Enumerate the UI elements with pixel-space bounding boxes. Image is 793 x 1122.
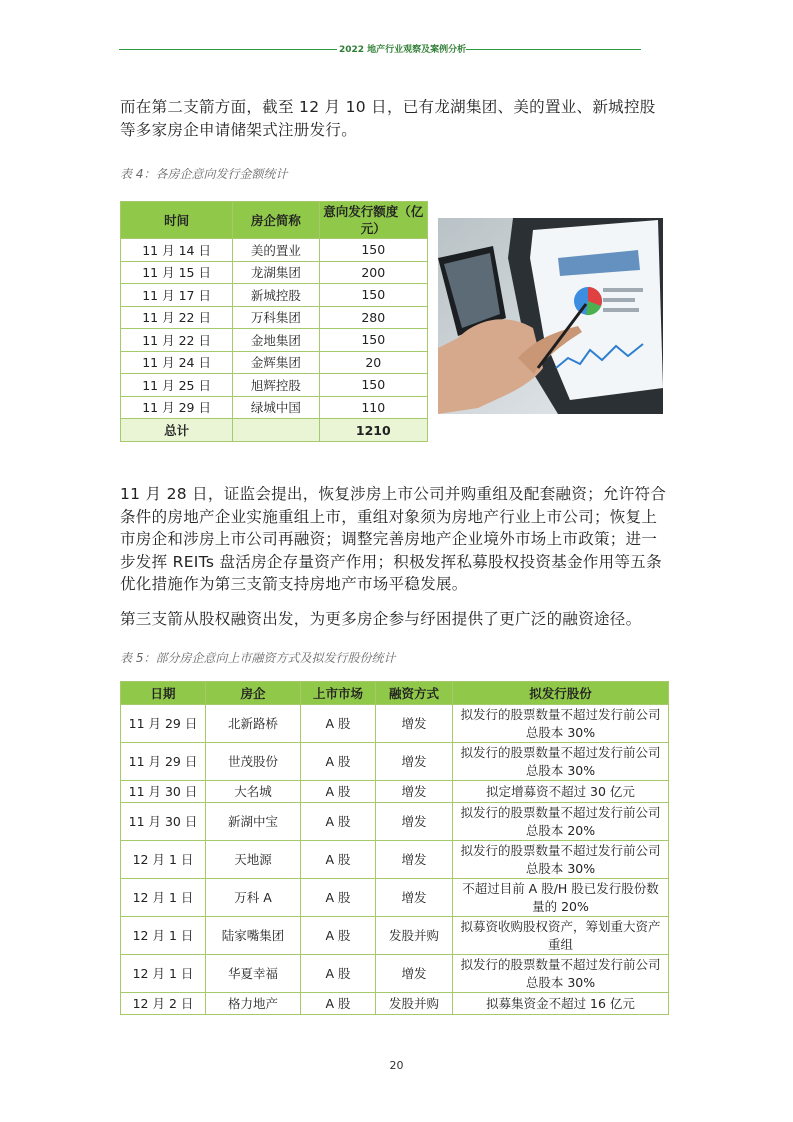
header-title: 2022 地产行业观察及案例分析 (339, 45, 467, 55)
table-cell: A 股 (301, 993, 376, 1015)
table-row (121, 374, 428, 397)
table-cell: 11 月 24 日 (121, 351, 233, 374)
table-cell: 12 月 1 日 (121, 879, 206, 917)
page-header (119, 42, 641, 56)
table-row (121, 329, 428, 352)
table5-header-market: 上市市场 (301, 682, 376, 705)
table-cell: A 股 (301, 781, 376, 803)
table5-header-date: 日期 (121, 682, 206, 705)
table-cell: A 股 (301, 879, 376, 917)
table4-header-date: 时间 (121, 202, 233, 239)
table-row (121, 993, 669, 1015)
table-cell: 20 (319, 351, 427, 374)
table-cell: A 股 (301, 955, 376, 993)
table-cell: 金地集团 (233, 329, 319, 352)
table-cell: 陆家嘴集团 (206, 917, 301, 955)
table-cell: 11 月 25 日 (121, 374, 233, 397)
table-cell: 美的置业 (233, 239, 319, 262)
table-cell: 11 月 22 日 (121, 329, 233, 352)
table-cell: 万科 A (206, 879, 301, 917)
table-row (121, 803, 669, 841)
tablet-illustration (438, 218, 663, 414)
table5-caption: 表 5：部分房企意向上市融资方式及拟发行股份统计 (120, 651, 396, 665)
table-cell: 12 月 1 日 (121, 917, 206, 955)
table-cell: 11 月 30 日 (121, 781, 206, 803)
paragraph-third-arrow-policy: 11 月 28 日，证监会提出，恢复涉房上市公司并购重组及配套融资；允许符合条件的房地产企业实施重组上市，重组对象须为房地产行业上市公司；恢复上市房企和涉房上市公司再融资；调整完善房地产企业境外市场上市政策；进一步发挥 REITs 盘活房企存量资产作用；积极发挥私募股权投资基金作用等五条优化措施作为第三支箭支持房地产市场平稳发展。 (120, 485, 667, 593)
table-row (121, 955, 669, 993)
table-cell: 110 (319, 396, 427, 419)
table4-header-company: 房企简称 (233, 202, 319, 239)
table-cell: 万科集团 (233, 306, 319, 329)
table-cell: 拟定增募资不超过 30 亿元 (453, 781, 669, 803)
table5-equity-financing (120, 681, 669, 1015)
table-cell: 增发 (376, 743, 453, 781)
page-number: 20 (389, 1059, 404, 1072)
table4-total-empty (233, 419, 319, 442)
table-row (121, 743, 669, 781)
table-cell: 11 月 14 日 (121, 239, 233, 262)
table-row (121, 841, 669, 879)
table4-caption: 表 4：各房企意向发行金额统计 (120, 167, 288, 181)
table-cell: 增发 (376, 955, 453, 993)
table-cell: 华夏幸福 (206, 955, 301, 993)
table-row (121, 239, 428, 262)
table-cell: 11 月 29 日 (121, 396, 233, 419)
table-cell: 150 (319, 329, 427, 352)
table-cell: 格力地产 (206, 993, 301, 1015)
table-cell: 150 (319, 239, 427, 262)
table-cell: A 股 (301, 705, 376, 743)
table-cell: 旭辉控股 (233, 374, 319, 397)
header-rule-right (466, 49, 641, 50)
table4-header-amount: 意向发行额度（亿元） (319, 202, 427, 239)
table-cell: 280 (319, 306, 427, 329)
table-cell: 龙湖集团 (233, 261, 319, 284)
table-cell: 11 月 17 日 (121, 284, 233, 307)
table-cell: 12 月 1 日 (121, 841, 206, 879)
table5-body (121, 705, 669, 1015)
table-cell: 拟募集资金不超过 16 亿元 (453, 993, 669, 1015)
table-cell: 11 月 29 日 (121, 705, 206, 743)
table-row (121, 306, 428, 329)
table-row (121, 284, 428, 307)
table-cell: 150 (319, 374, 427, 397)
table-cell: 大名城 (206, 781, 301, 803)
table-cell: 拟发行的股票数量不超过发行前公司总股本 30% (453, 955, 669, 993)
table-row (121, 781, 669, 803)
table4-total-label: 总计 (121, 419, 233, 442)
table4-total-value: 1210 (319, 419, 427, 442)
table-cell: 拟募资收购股权资产，筹划重大资产重组 (453, 917, 669, 955)
table-cell: 150 (319, 284, 427, 307)
table-cell: 拟发行的股票数量不超过发行前公司总股本 30% (453, 705, 669, 743)
table5-header-shares: 拟发行股份 (453, 682, 669, 705)
table-cell: 11 月 30 日 (121, 803, 206, 841)
table-cell: 12 月 2 日 (121, 993, 206, 1015)
table-cell: 北新路桥 (206, 705, 301, 743)
table-cell: 增发 (376, 841, 453, 879)
table-cell: 发股并购 (376, 993, 453, 1015)
tablet-analytics-photo (438, 218, 663, 414)
table-cell: 发股并购 (376, 917, 453, 955)
table-cell: A 股 (301, 917, 376, 955)
table-cell: 增发 (376, 705, 453, 743)
table-cell: 增发 (376, 879, 453, 917)
table-row (121, 261, 428, 284)
header-rule-left (119, 49, 337, 50)
paragraph-second-arrow: 而在第二支箭方面，截至 12 月 10 日，已有龙湖集团、美的置业、新城控股等多家房企申请储架式注册发行。 (120, 98, 656, 139)
table-row (121, 917, 669, 955)
table-cell: 天地源 (206, 841, 301, 879)
table5-header-method: 融资方式 (376, 682, 453, 705)
table-row (121, 351, 428, 374)
table-cell: 不超过目前 A 股/H 股已发行股份数量的 20% (453, 879, 669, 917)
table-cell: 拟发行的股票数量不超过发行前公司总股本 20% (453, 803, 669, 841)
table-cell: A 股 (301, 743, 376, 781)
table-row (121, 879, 669, 917)
table-cell: 金辉集团 (233, 351, 319, 374)
table-cell: 11 月 29 日 (121, 743, 206, 781)
table-row (121, 396, 428, 419)
table4-body (121, 239, 428, 419)
table-cell: 世茂股份 (206, 743, 301, 781)
paragraph-equity-financing: 第三支箭从股权融资出发，为更多房企参与纾困提供了更广泛的融资途径。 (120, 610, 642, 628)
table-cell: 12 月 1 日 (121, 955, 206, 993)
table-cell: A 股 (301, 841, 376, 879)
table-cell: 200 (319, 261, 427, 284)
table-cell: A 股 (301, 803, 376, 841)
table4-issuance-amounts (120, 201, 428, 442)
table-cell: 拟发行的股票数量不超过发行前公司总股本 30% (453, 841, 669, 879)
table-cell: 增发 (376, 781, 453, 803)
table-cell: 增发 (376, 803, 453, 841)
table-cell: 11 月 15 日 (121, 261, 233, 284)
table-cell: 绿城中国 (233, 396, 319, 419)
table-row (121, 705, 669, 743)
table-cell: 新城控股 (233, 284, 319, 307)
table-cell: 拟发行的股票数量不超过发行前公司总股本 30% (453, 743, 669, 781)
table5-header-company: 房企 (206, 682, 301, 705)
table-cell: 11 月 22 日 (121, 306, 233, 329)
table-cell: 新湖中宝 (206, 803, 301, 841)
